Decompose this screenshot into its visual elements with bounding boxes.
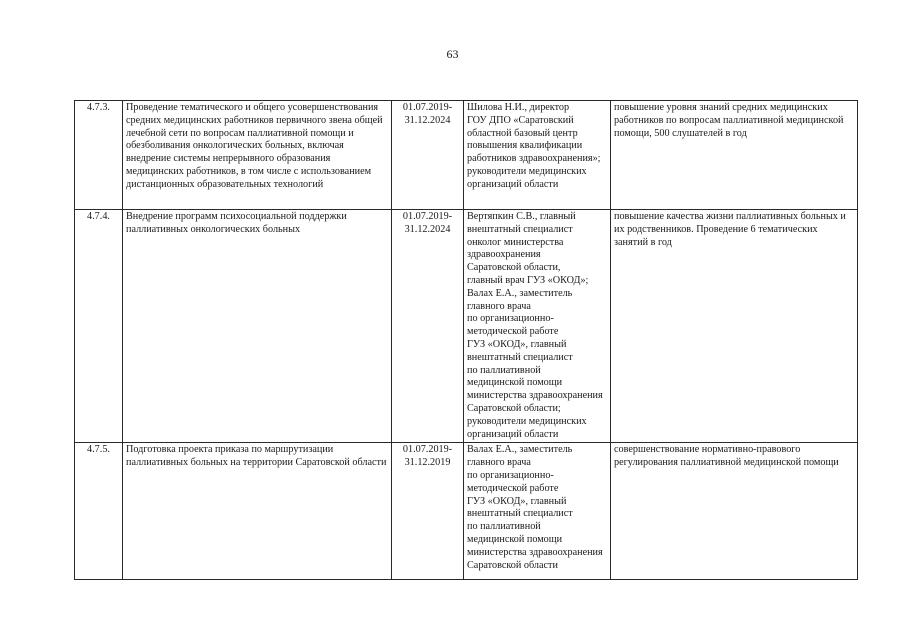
item-responsible: Валах Е.А., заместитель главного врача по организационно- методической работе ГУЗ «ОКОД», главный внештатный специалист по паллиативной медицинской помощи министерства здравоохранения Саратовской области [464, 443, 611, 580]
item-responsible: Вертяпкин С.В., главный внештатный специалист онколог министерства здравоохранения Саратовской области, главный врач ГУЗ «ОКОД»; Валах Е.А., заместитель главного врача по организационно- методической работе ГУЗ «ОКОД», главный внештатный специалист по паллиативной медицинской помощи министерства здравоохранения Саратовской области; руководители медицинских организаций области [464, 210, 611, 443]
item-number: 4.7.3. [75, 101, 123, 210]
plan-table [74, 100, 858, 580]
item-number: 4.7.4. [75, 210, 123, 443]
item-number: 4.7.5. [75, 443, 123, 580]
item-result: повышение качества жизни паллиативных больных и их родственников. Проведение 6 тематических занятий в год [611, 210, 858, 443]
item-result: повышение уровня знаний средних медицинских работников по вопросам паллиативной медицинской помощи, 500 слушателей в год [611, 101, 858, 210]
item-name: Проведение тематического и общего усовершенствования средних медицинских работников первичного звена общей лечебной сети по вопросам паллиативной помощи и обезболивания онкологических больных, включая внедрение системы непрерывного образования медицинских работников, в том числе с использованием дистанционных образовательных технологий [123, 101, 392, 210]
item-result: совершенствование нормативно-правового регулирования паллиативной медицинской помощи [611, 443, 858, 580]
item-name: Внедрение программ психосоциальной поддержки паллиативных онкологических больных [123, 210, 392, 443]
item-dates: 01.07.2019- 31.12.2019 [392, 443, 464, 580]
table-row [75, 443, 858, 580]
item-dates: 01.07.2019- 31.12.2024 [392, 210, 464, 443]
table-row [75, 210, 858, 443]
page-number: 63 [446, 47, 459, 61]
item-responsible: Шилова Н.И., директор ГОУ ДПО «Саратовский областной базовый центр повышения квалификации работников здравоохранения»; руководители медицинских организаций области [464, 101, 611, 210]
table-row [75, 101, 858, 210]
item-name: Подготовка проекта приказа по маршрутизации паллиативных больных на территории Саратовской области [123, 443, 392, 580]
item-dates: 01.07.2019- 31.12.2024 [392, 101, 464, 210]
